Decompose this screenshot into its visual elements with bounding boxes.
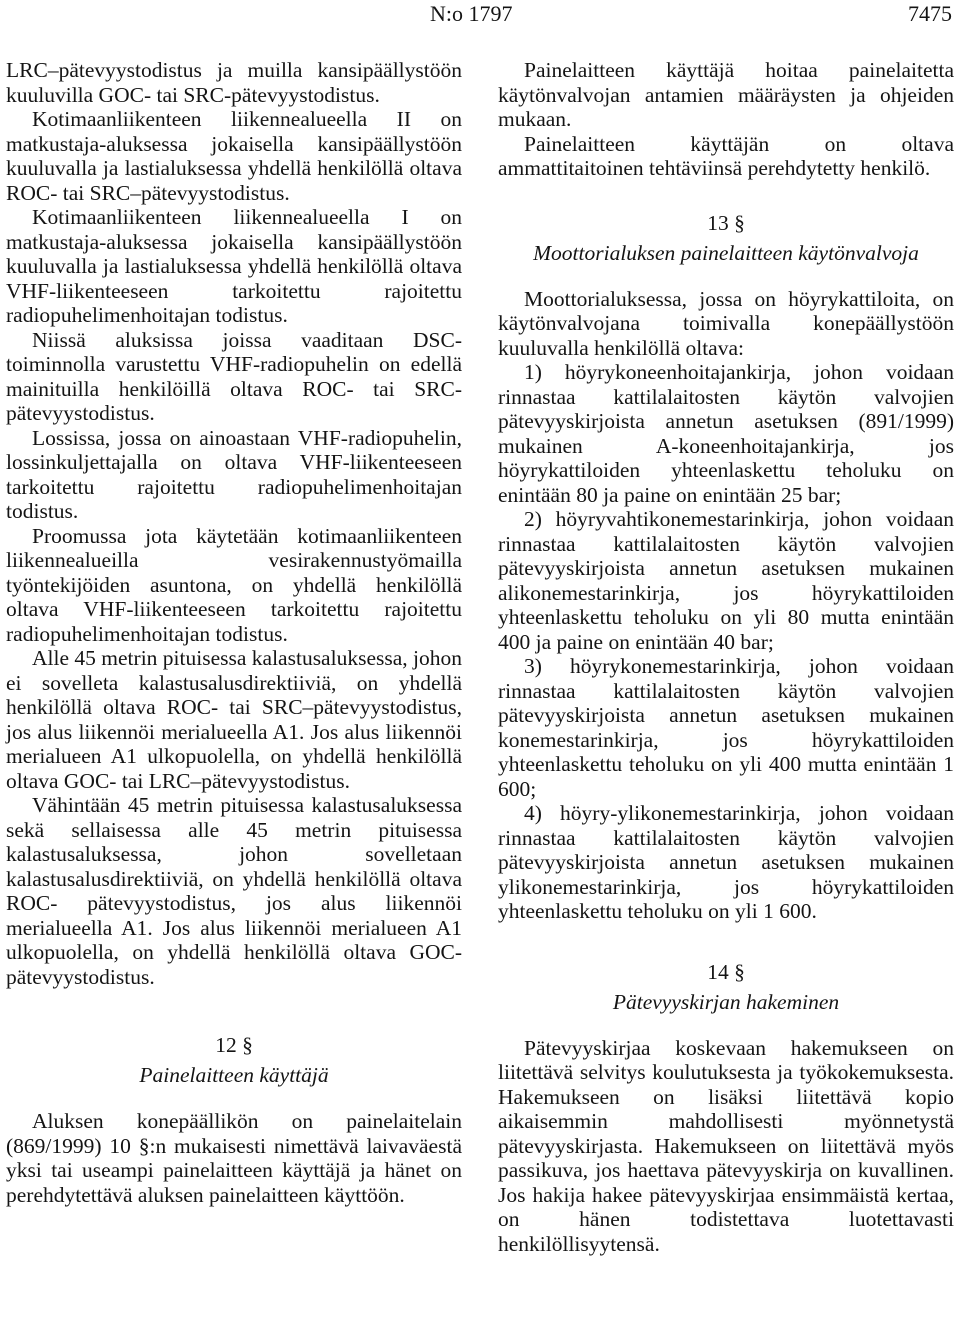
left-column [6, 58, 462, 1207]
page-number: 7475 [908, 1, 952, 26]
section-title-12: Painelaitteen käyttäjä [139, 1063, 329, 1087]
paragraph: Lossissa, jossa on ainoastaan VHF-radiopuhelin, lossinkuljettajalla on oltava VHF-liikenteeseen tarkoitettu rajoitettu radiopuhelimenhoitajan todistus. [6, 425, 462, 523]
paragraph: Kotimaanliikenteen liikennealueella I on matkustaja-aluksessa jokaisella kansipäällystöön kuuluvalla ja lastialuksessa yhdellä henkilöllä oltava VHF-liikenteeseen tarkoitettu rajoitettu radiopuhelimenhoitajan todistus. [6, 205, 462, 327]
paragraph: Niissä aluksissa joissa vaaditaan DSC-toiminnolla varustettu VHF-radiopuhelin on edellä mainituilla henkilöillä oltava ROC- tai SRC-pätevyystodistus. [6, 327, 462, 425]
page-header [0, 0, 960, 40]
paragraph: Alle 45 metrin pituisessa kalastusaluksessa, johon ei sovelleta kalastusalusdirektiiviä, on yhdellä henkilöllä oltava ROC- tai SRC–pätevyystodistus, jos alus liikennöi merialueella A1. Jos alus liikennöi merialueen A1 ulkopuolella, on yhdellä henkilöllä oltava GOC- tai LRC–pätevyystodistus. [6, 646, 462, 793]
paragraph: Aluksen konepäällikön on painelaitelain (869/1999) 10 §:n mukaisesti nimettävä laivaväestä yksi tai useampi painelaitteen käyttäjä ja hänet on perehdytettävä aluksen painelaitteen käyttöön. [6, 1109, 462, 1207]
section-number-14: 14 § [707, 959, 745, 984]
paragraph: Pätevyyskirjaa koskevaan hakemukseen on liitettävä selvitys koulutuksesta ja työkokemuksesta. Hakemukseen on lisäksi liitettävä kopio aikaisemmin mahdollisesti myönnetystä pätevyyskirjasta. Hakemukseen on liitettävä myös passikuva, jos haettava pätevyyskirja on kuvallinen. Jos hakija hakee pätevyyskirjaa ensimmäistä kertaa, on hänen todistettava luotettavasti henkilöllisyytensä. [498, 1035, 954, 1256]
paragraph: Painelaitteen käyttäjä hoitaa painelaitetta käytönvalvojan antamien määräysten ja ohjeiden mukaan. [498, 58, 954, 131]
paragraph: Proomussa jota käytetään kotimaanliikenteen liikennealueilla vesirakennustyömailla työntekijöiden asuntona, on yhdellä henkilöllä oltava VHF-liikenteeseen tarkoitettu rajoitettu radiopuhelimenhoitajan todistus. [6, 523, 462, 646]
paragraph: LRC–pätevyystodistus ja muilla kansipäällystöön kuuluvilla GOC- tai SRC-pätevyystodistus. [6, 58, 462, 107]
paragraph: Moottorialuksessa, jossa on höyrykattiloita, on käytönvalvojana toimivalla konepäällystöön kuuluvalla henkilöllä oltava: [498, 286, 954, 360]
section-title-14: Pätevyyskirjan hakeminen [612, 989, 840, 1014]
list-item: 3) höyrykonemestarinkirja, johon voidaan rinnastaa kattilalaitosten käytön valvojien pätevyyskirjoista annetun asetuksen mukainen konemestarinkirja, jos höyrykattiloiden yhteenlaskettu teholuku on yli 400 mutta enintään 1 600; [498, 654, 954, 801]
paragraph: Painelaitteen käyttäjän on oltava ammattitaitoinen tehtäviinsä perehdytetty henkilö. [498, 131, 954, 180]
section-title-13: Moottorialuksen painelaitteen käytönvalvoja [533, 240, 919, 265]
section-number-12: 12 § [215, 1033, 253, 1057]
list-item: 2) höyryvahtikonemestarinkirja, johon voidaan rinnastaa kattilalaitosten käytön valvojien pätevyyskirjoista annetun asetuksen mukainen alikonemestarinkirja, jos höyrykattiloiden yhteenlaskettu teholuku on yli 80 mutta enintään 400 ja paine on enintään 40 bar; [498, 507, 954, 654]
right-column [498, 58, 954, 1256]
issue-number: N:o 1797 [430, 1, 513, 26]
list-item: 4) höyry-ylikonemestarinkirja, johon voidaan rinnastaa kattilalaitosten käytön valvojien pätevyyskirjoista annetun asetuksen mukainen ylikonemestarinkirja, jos höyrykattiloiden yhteenlaskettu teholuku on yli 1 600. [498, 801, 954, 923]
paragraph: Kotimaanliikenteen liikennealueella II on matkustaja-aluksessa jokaisella kansipäällystöön kuuluvalla ja lastialuksessa yhdellä henkilöllä oltava ROC- tai SRC–pätevyystodistus. [6, 107, 462, 205]
list-item: 1) höyrykoneenhoitajankirja, johon voidaan rinnastaa kattilalaitosten käytön valvojien pätevyyskirjoista annetun asetuksen (891/1999) mukainen A-koneenhoitajankirja, jos höyrykattiloiden yhteenlaskettu teholuku on enintään 80 ja paine on enintään 25 bar; [498, 360, 954, 507]
paragraph: Vähintään 45 metrin pituisessa kalastusaluksessa sekä sellaisessa alle 45 metrin pituisessa kalastusaluksessa, johon sovelletaan kalastusalusdirektiiviä, on yhdellä henkilöllä oltava ROC- pätevyystodistus, jos alus liikennöi merialueella A1. Jos alus liikennöi merialueen A1 ulkopuolella, on yhdellä henkilöllä oltava GOC-pätevyystodistus. [6, 793, 462, 989]
section-number-13: 13 § [707, 210, 745, 235]
